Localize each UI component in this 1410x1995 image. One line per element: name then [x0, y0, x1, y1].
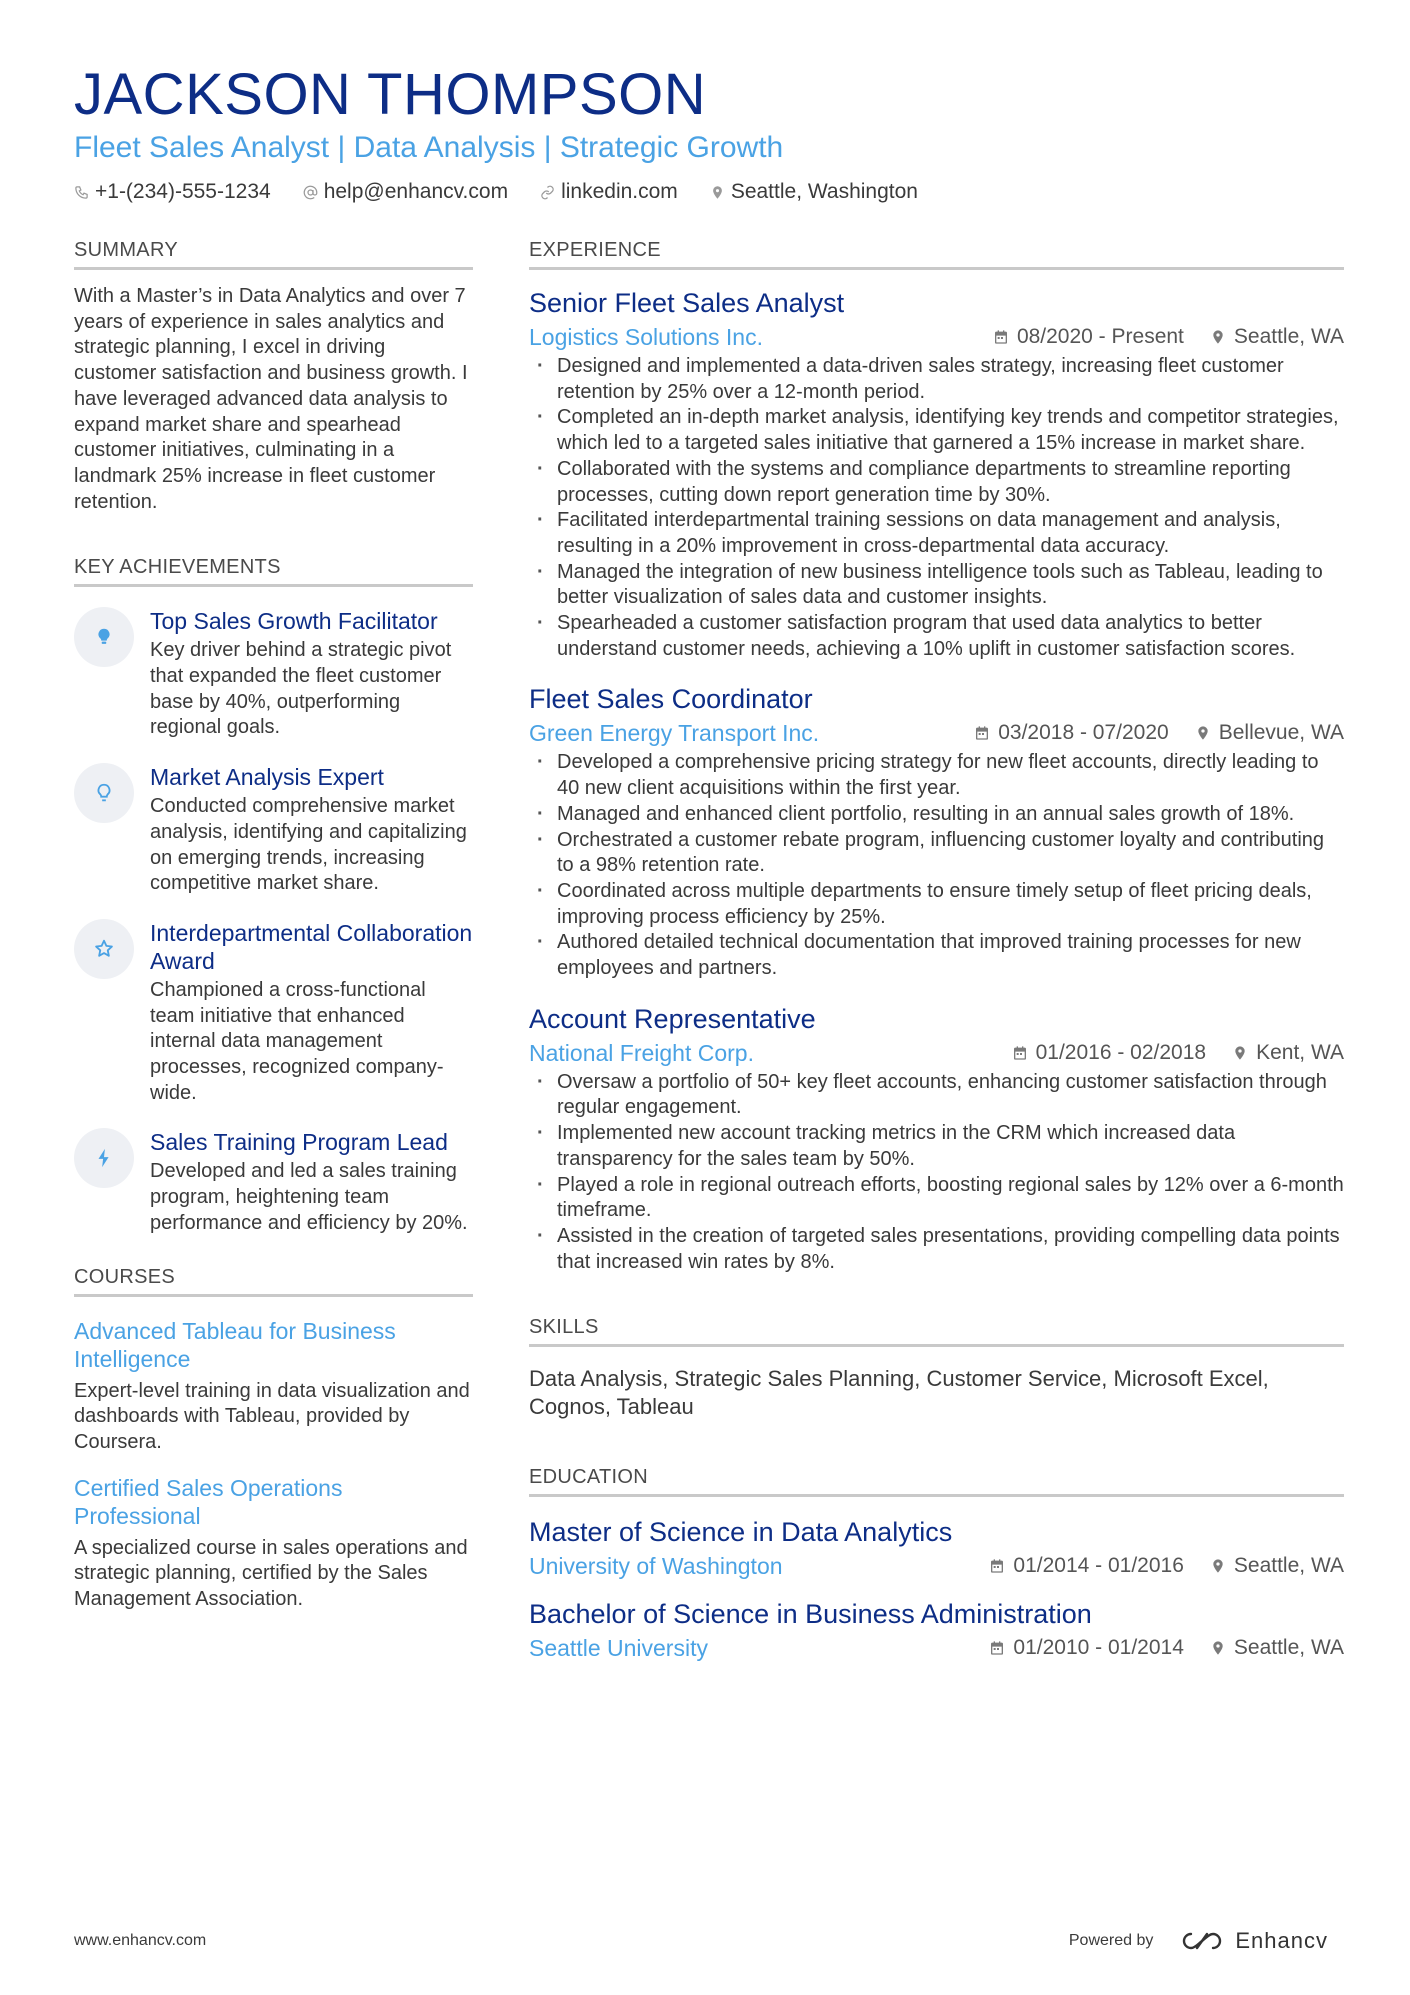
education-location [1210, 1554, 1344, 1578]
job-dates [1012, 1041, 1206, 1065]
bullet-item: · Orchestrated a customer rebate program, influencing customer loyalty and contributing to a 98% retention rate. [529, 828, 1344, 879]
summary-text: With a Master’s in Data Analytics and over 7 years of experience in sales analytics and strategic planning, I excel in driving customer satisfaction and business growth. I have leveraged advanced data analysis to expand market share and spearhead customer initiatives, culminating in a landmark 25% increase in fleet customer retention. [74, 285, 468, 513]
company-name: Green Energy Transport Inc. [529, 720, 820, 747]
experience-title: EXPERIENCE [529, 238, 1344, 270]
school-name: University of Washington [529, 1553, 783, 1580]
job-bullets [529, 750, 1344, 981]
bullet-item: · Managed and enhanced client portfolio, resulting in an annual sales growth of 18%. [529, 802, 1344, 828]
location-pin-icon [1210, 329, 1226, 345]
course-item [74, 1317, 473, 1456]
lightbulb-outline-icon [74, 763, 134, 823]
candidate-name: JACKSON THOMPSON [74, 62, 707, 127]
education-meta [529, 1551, 1344, 1581]
achievement-item [74, 607, 473, 741]
candidate-headline: Fleet Sales Analyst | Data Analysis | Strategic Growth [74, 131, 784, 164]
bullet-item: · Managed the integration of new business intelligence tools such as Tableau, leading to better visualization of sales data and customer insights. [529, 560, 1344, 611]
job-dates-text: 08/2020 - Present [1016, 325, 1184, 348]
bullet-item: · Coordinated across multiple departments to ensure timely setup of fleet pricing deals, improving process efficiency by 25%. [529, 879, 1344, 930]
powered-by-label: Powered by [1068, 1932, 1154, 1949]
bullet-item: · Authored detailed technical documentation that improved training processes for new employees and partners. [529, 930, 1344, 981]
skills-section [529, 1315, 1344, 1421]
job-entry [529, 682, 1344, 981]
course-title: Advanced Tableau for Business Intelligence [74, 1317, 396, 1372]
job-location-text: Seattle, WA [1233, 325, 1344, 348]
education-dates [989, 1636, 1183, 1660]
contact-email[interactable] [303, 180, 508, 204]
contact-row [74, 180, 1344, 204]
courses-title: COURSES [74, 1265, 473, 1297]
link-icon [540, 185, 555, 200]
job-meta [529, 718, 1344, 748]
job-location [1195, 721, 1344, 745]
achievement-title: Sales Training Program Lead [150, 1129, 448, 1156]
education-entry [529, 1515, 1344, 1581]
bullet-item: · Played a role in regional outreach efforts, boosting regional sales by 12% over a 6-month timeframe. [529, 1173, 1344, 1224]
summary-title: SUMMARY [74, 238, 473, 270]
experience-section [529, 238, 1344, 1275]
achievement-text: Conducted comprehensive market analysis, identifying and capitalizing on emerging trends, increasing competitive market share. [150, 795, 467, 895]
achievement-text: Developed and led a sales training program, heightening team performance and efficiency by 20%. [150, 1160, 468, 1234]
at-icon [303, 185, 318, 200]
calendar-icon [989, 1640, 1005, 1656]
education-meta [529, 1633, 1344, 1663]
achievement-title: Market Analysis Expert [150, 764, 384, 791]
location-pin-icon [1195, 725, 1211, 741]
education-location-text: Seattle, WA [1233, 1636, 1344, 1660]
job-meta [529, 1038, 1344, 1068]
email-text: help@enhancv.com [323, 180, 509, 203]
course-text: Expert-level training in data visualization and dashboards with Tableau, provided by Coursera. [74, 1379, 470, 1453]
brand-logo[interactable] [1179, 1928, 1328, 1954]
powered-by [1069, 1928, 1328, 1954]
education-dates [989, 1554, 1183, 1578]
brand-name: Enhancv [1235, 1928, 1328, 1953]
location-pin-icon [1210, 1640, 1226, 1656]
resume-header [74, 62, 1344, 204]
bullet-item: · Completed an in-depth market analysis, identifying key trends and competitor strategies, which led to a targeted sales initiative that garnered a 15% increase in market share. [529, 405, 1344, 456]
linkedin-text: linkedin.com [561, 180, 678, 203]
summary-section [74, 238, 473, 515]
contact-location [710, 180, 918, 204]
job-location-text: Bellevue, WA [1218, 721, 1344, 745]
star-icon [74, 919, 134, 979]
job-meta [529, 322, 1344, 352]
achievement-text: Championed a cross-functional team initiative that enhanced internal data management processes, recognized company-wide. [150, 978, 444, 1104]
school-name: Seattle University [529, 1635, 708, 1662]
achievement-item [74, 763, 473, 897]
page-footer [74, 1928, 1328, 1954]
achievement-item [74, 1128, 473, 1236]
location-pin-icon [710, 185, 725, 200]
phone-icon [74, 185, 89, 200]
achievement-text: Key driver behind a strategic pivot that expanded the fleet customer base by 40%, outperforming regional goals. [150, 639, 452, 739]
bullet-item: · Assisted in the creation of targeted sales presentations, providing compelling data points that increased win rates by 8%. [529, 1224, 1344, 1275]
bullet-item: · Collaborated with the systems and compliance departments to streamline reporting processes, cutting down report generation time by 30%. [529, 457, 1344, 508]
calendar-icon [993, 329, 1009, 345]
job-location [1210, 325, 1344, 349]
lightbulb-icon [74, 607, 134, 667]
education-location [1210, 1636, 1344, 1660]
contact-phone[interactable] [74, 180, 271, 204]
education-location-text: Seattle, WA [1233, 1554, 1344, 1578]
education-dates-text: 01/2014 - 01/2016 [1013, 1554, 1184, 1578]
contact-linkedin[interactable] [540, 180, 678, 204]
achievements-section [74, 555, 473, 1236]
bullet-item: · Developed a comprehensive pricing strategy for new fleet accounts, directly leading to 40 new client acquisitions within the first year. [529, 750, 1344, 801]
bullet-item: · Oversaw a portfolio of 50+ key fleet accounts, enhancing customer satisfaction through regular engagement. [529, 1070, 1344, 1121]
location-pin-icon [1210, 1558, 1226, 1574]
job-bullets [529, 1070, 1344, 1276]
job-dates-text: 03/2018 - 07/2020 [998, 721, 1169, 745]
skills-text: Data Analysis, Strategic Sales Planning, Customer Service, Microsoft Excel, Cognos, Tableau [529, 1366, 1269, 1420]
footer-url[interactable]: www.enhancv.com [74, 1932, 207, 1949]
courses-section [74, 1265, 473, 1613]
education-section [529, 1465, 1344, 1663]
phone-text: +1-(234)-555-1234 [95, 180, 271, 203]
education-entry [529, 1597, 1344, 1663]
achievements-list [74, 607, 473, 1236]
job-dates-text: 01/2016 - 02/2018 [1035, 1040, 1207, 1064]
achievements-title: KEY ACHIEVEMENTS [74, 555, 473, 587]
job-dates [974, 721, 1168, 745]
degree-title: Bachelor of Science in Business Administration [529, 1599, 1092, 1630]
job-bullets [529, 354, 1344, 662]
course-title: Certified Sales Operations Professional [74, 1474, 343, 1529]
job-location [1232, 1041, 1344, 1065]
job-title: Senior Fleet Sales Analyst [529, 288, 845, 318]
company-name: Logistics Solutions Inc. [529, 324, 763, 350]
job-location-text: Kent, WA [1256, 1040, 1344, 1064]
achievement-title: Interdepartmental Collaboration Award [150, 919, 473, 974]
education-title: EDUCATION [529, 1465, 1344, 1497]
location-pin-icon [1232, 1045, 1248, 1061]
bolt-icon [74, 1128, 134, 1188]
bullet-item: · Spearheaded a customer satisfaction program that used data analytics to better understand customer needs, achieving a 10% uplift in customer satisfaction scores. [529, 611, 1344, 662]
calendar-icon [974, 725, 990, 741]
job-entry [529, 1002, 1344, 1276]
company-name: National Freight Corp. [529, 1039, 754, 1066]
bullet-item: · Facilitated interdepartmental training sessions on data management and analysis, resulting in a 20% improvement in cross-departmental data accuracy. [529, 508, 1344, 559]
job-entry [529, 286, 1344, 662]
location-text: Seattle, Washington [730, 180, 918, 203]
bullet-item: · Implemented new account tracking metrics in the CRM which increased data transparency for the sales team by 50%. [529, 1121, 1344, 1172]
calendar-icon [989, 1558, 1005, 1574]
achievement-item [74, 919, 473, 1107]
education-dates-text: 01/2010 - 01/2014 [1013, 1636, 1184, 1660]
right-column [529, 238, 1344, 1663]
course-item [74, 1474, 473, 1613]
achievement-title: Top Sales Growth Facilitator [150, 608, 438, 635]
left-column [74, 238, 473, 1631]
degree-title: Master of Science in Data Analytics [529, 1517, 953, 1548]
job-title: Fleet Sales Coordinator [529, 684, 813, 715]
infinity-logo-icon [1179, 1929, 1225, 1953]
bullet-item: · Designed and implemented a data-driven sales strategy, increasing fleet customer retention by 25% over a 12-month period. [529, 354, 1344, 405]
job-dates [993, 325, 1184, 349]
skills-title: SKILLS [529, 1315, 1344, 1347]
calendar-icon [1012, 1045, 1028, 1061]
job-title: Account Representative [529, 1003, 816, 1034]
course-text: A specialized course in sales operations and strategic planning, certified by the Sales Management Association. [74, 1536, 468, 1611]
